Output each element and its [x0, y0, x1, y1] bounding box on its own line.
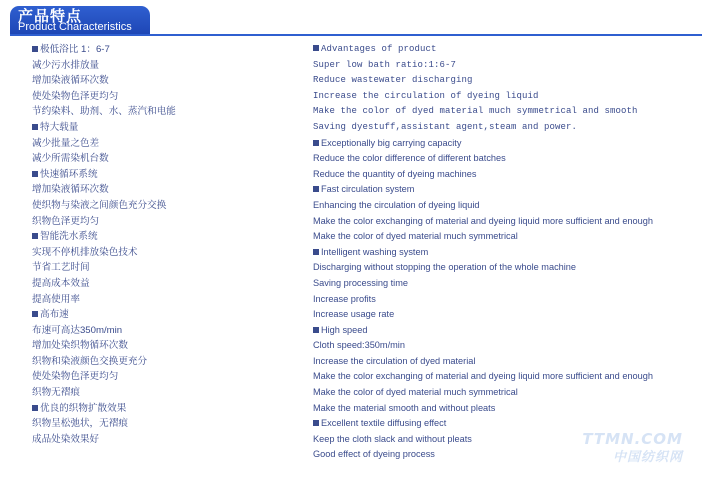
feature-en-item	[313, 229, 708, 245]
feature-cn-text: 织物色泽更均匀	[32, 215, 100, 227]
page-title: 产品特点	[18, 8, 83, 25]
feature-cn-text: 节约染料、助剂、水、蒸汽和电能	[32, 106, 176, 118]
feature-cn-heading	[32, 229, 302, 245]
square-bullet-icon	[32, 405, 38, 411]
chinese-feature-list	[32, 42, 302, 447]
feature-cn-text: 增加染液循环次数	[32, 75, 109, 87]
feature-en-text: Increase the circulation of dyeing liquid	[313, 90, 539, 101]
feature-cn-item	[32, 369, 302, 385]
feature-cn-item	[32, 245, 302, 261]
feature-en-text: Make the color of dyed material much symmetrical	[313, 387, 518, 398]
feature-en-item	[313, 151, 708, 167]
feature-cn-text: 减少批量之色差	[32, 137, 100, 149]
feature-en-item	[313, 58, 708, 74]
feature-en-heading	[313, 42, 708, 58]
feature-en-text: Reduce wastewater discharging	[313, 75, 473, 86]
feature-cn-text: 极低浴比 1：6-7	[40, 44, 110, 55]
feature-en-text: Increase usage rate	[313, 309, 395, 320]
feature-en-item	[313, 276, 708, 292]
feature-cn-text: 快速循环系统	[40, 168, 98, 180]
feature-en-text: Enhancing the circulation of dyeing liquid	[313, 199, 480, 210]
feature-en-text: Advantages of product	[321, 44, 437, 54]
feature-en-text: Saving processing time	[313, 277, 408, 288]
feature-en-item	[313, 354, 708, 370]
feature-en-text: Make the color exchanging of material and dyeing liquid more sufficient and enough	[313, 371, 653, 382]
watermark-line-1: TTMN.COM	[582, 430, 683, 448]
feature-en-text: Super low bath ratio:1:6-7	[313, 59, 457, 70]
feature-cn-item	[32, 276, 302, 292]
feature-en-item	[313, 104, 708, 120]
feature-en-text: Make the material smooth and without pleats	[313, 402, 496, 413]
feature-en-text: Exceptionally big carrying capacity	[321, 137, 462, 148]
feature-en-heading	[313, 323, 708, 339]
feature-en-item	[313, 260, 708, 276]
feature-en-item	[313, 338, 708, 354]
page-subtitle: Product Characteristics	[18, 21, 132, 33]
feature-cn-text: 织物呈松弛状，无褶痕	[32, 418, 128, 430]
header-bar	[0, 0, 713, 38]
feature-cn-heading	[32, 120, 302, 136]
feature-en-heading	[313, 136, 708, 152]
feature-en-text: Make the color of dyed material much symmetrical	[313, 231, 518, 242]
feature-cn-text: 提高使用率	[32, 293, 80, 305]
feature-cn-item	[32, 89, 302, 105]
square-bullet-icon	[313, 186, 319, 192]
feature-en-text: Discharging without stopping the operation of the whole machine	[313, 262, 577, 273]
feature-cn-item	[32, 198, 302, 214]
feature-cn-text: 实现不停机排放染色技术	[32, 246, 138, 258]
feature-en-text: Cloth speed:350m/min	[313, 340, 405, 351]
feature-en-item	[313, 369, 708, 385]
feature-cn-item	[32, 58, 302, 74]
feature-en-text: Intelligent washing system	[321, 246, 429, 257]
feature-cn-item	[32, 416, 302, 432]
feature-cn-item	[32, 292, 302, 308]
feature-en-text: Reduce the color difference of different batches	[313, 153, 506, 164]
square-bullet-icon	[32, 46, 38, 52]
feature-cn-item	[32, 260, 302, 276]
feature-en-item	[313, 89, 708, 105]
square-bullet-icon	[313, 249, 319, 255]
feature-cn-text: 智能洗水系统	[40, 231, 98, 243]
feature-cn-text: 使织物与染液之间颜色充分交换	[32, 199, 167, 211]
feature-cn-text: 节省工艺时间	[32, 262, 90, 274]
feature-en-text: Increase the circulation of dyed material	[313, 355, 476, 366]
feature-en-item	[313, 167, 708, 183]
feature-cn-text: 成品处染效果好	[32, 433, 100, 445]
feature-cn-text: 使处染物色泽更均匀	[32, 90, 119, 102]
feature-cn-item	[32, 214, 302, 230]
feature-cn-text: 增加处染织物循环次数	[32, 340, 128, 352]
square-bullet-icon	[313, 327, 319, 333]
feature-cn-text: 提高成本效益	[32, 277, 90, 289]
feature-cn-heading	[32, 307, 302, 323]
feature-en-item	[313, 401, 708, 417]
feature-cn-item	[32, 338, 302, 354]
feature-cn-text: 增加染液循环次数	[32, 184, 109, 196]
watermark	[582, 430, 683, 465]
feature-en-heading	[313, 182, 708, 198]
feature-en-item	[313, 120, 708, 136]
feature-cn-heading	[32, 42, 302, 58]
feature-en-item	[313, 73, 708, 89]
feature-en-text: Saving dyestuff,assistant agent,steam and power.	[313, 121, 578, 132]
feature-cn-item	[32, 385, 302, 401]
feature-cn-item	[32, 104, 302, 120]
watermark-line-2: 中国纺织网	[612, 450, 683, 465]
feature-en-text: Keep the cloth slack and without pleats	[313, 433, 472, 444]
feature-cn-heading	[32, 167, 302, 183]
square-bullet-icon	[313, 140, 319, 146]
feature-en-text: Make the color exchanging of material and dyeing liquid more sufficient and enough	[313, 215, 653, 226]
feature-en-text: Excellent textile diffusing effect	[321, 418, 447, 429]
feature-cn-item	[32, 136, 302, 152]
feature-cn-item	[32, 182, 302, 198]
feature-en-text: Reduce the quantity of dyeing machines	[313, 168, 477, 179]
feature-en-text: High speed	[321, 324, 368, 335]
feature-cn-item	[32, 73, 302, 89]
feature-cn-text: 织物无褶痕	[32, 387, 80, 399]
feature-cn-text: 高布速	[40, 309, 69, 321]
square-bullet-icon	[313, 45, 319, 51]
feature-cn-text: 特大载量	[40, 121, 79, 133]
feature-en-item	[313, 292, 708, 308]
feature-cn-text: 优良的织物扩散效果	[40, 402, 127, 414]
feature-cn-heading	[32, 401, 302, 417]
feature-cn-item	[32, 323, 302, 339]
feature-cn-text: 织物和染液颜色交换更充分	[32, 355, 148, 367]
feature-cn-text: 减少所需染机台数	[32, 153, 109, 165]
square-bullet-icon	[32, 233, 38, 239]
english-feature-list	[313, 42, 708, 463]
feature-en-text: Increase profits	[313, 293, 376, 304]
square-bullet-icon	[32, 171, 38, 177]
feature-cn-item	[32, 432, 302, 448]
feature-en-item	[313, 214, 708, 230]
header-divider	[10, 34, 702, 36]
square-bullet-icon	[32, 311, 38, 317]
feature-en-text: Fast circulation system	[321, 184, 415, 195]
square-bullet-icon	[313, 420, 319, 426]
feature-en-item	[313, 198, 708, 214]
feature-en-heading	[313, 245, 708, 261]
feature-cn-item	[32, 354, 302, 370]
feature-cn-text: 减少污水排放量	[32, 59, 100, 71]
feature-en-item	[313, 385, 708, 401]
feature-en-text: Good effect of dyeing process	[313, 449, 435, 460]
feature-en-text: Make the color of dyed material much symmetrical and smooth	[313, 106, 638, 117]
feature-cn-text: 使处染物色泽更均匀	[32, 371, 119, 383]
feature-cn-text: 布速可高达350m/min	[32, 324, 123, 336]
square-bullet-icon	[32, 124, 38, 130]
feature-cn-item	[32, 151, 302, 167]
feature-en-item	[313, 307, 708, 323]
